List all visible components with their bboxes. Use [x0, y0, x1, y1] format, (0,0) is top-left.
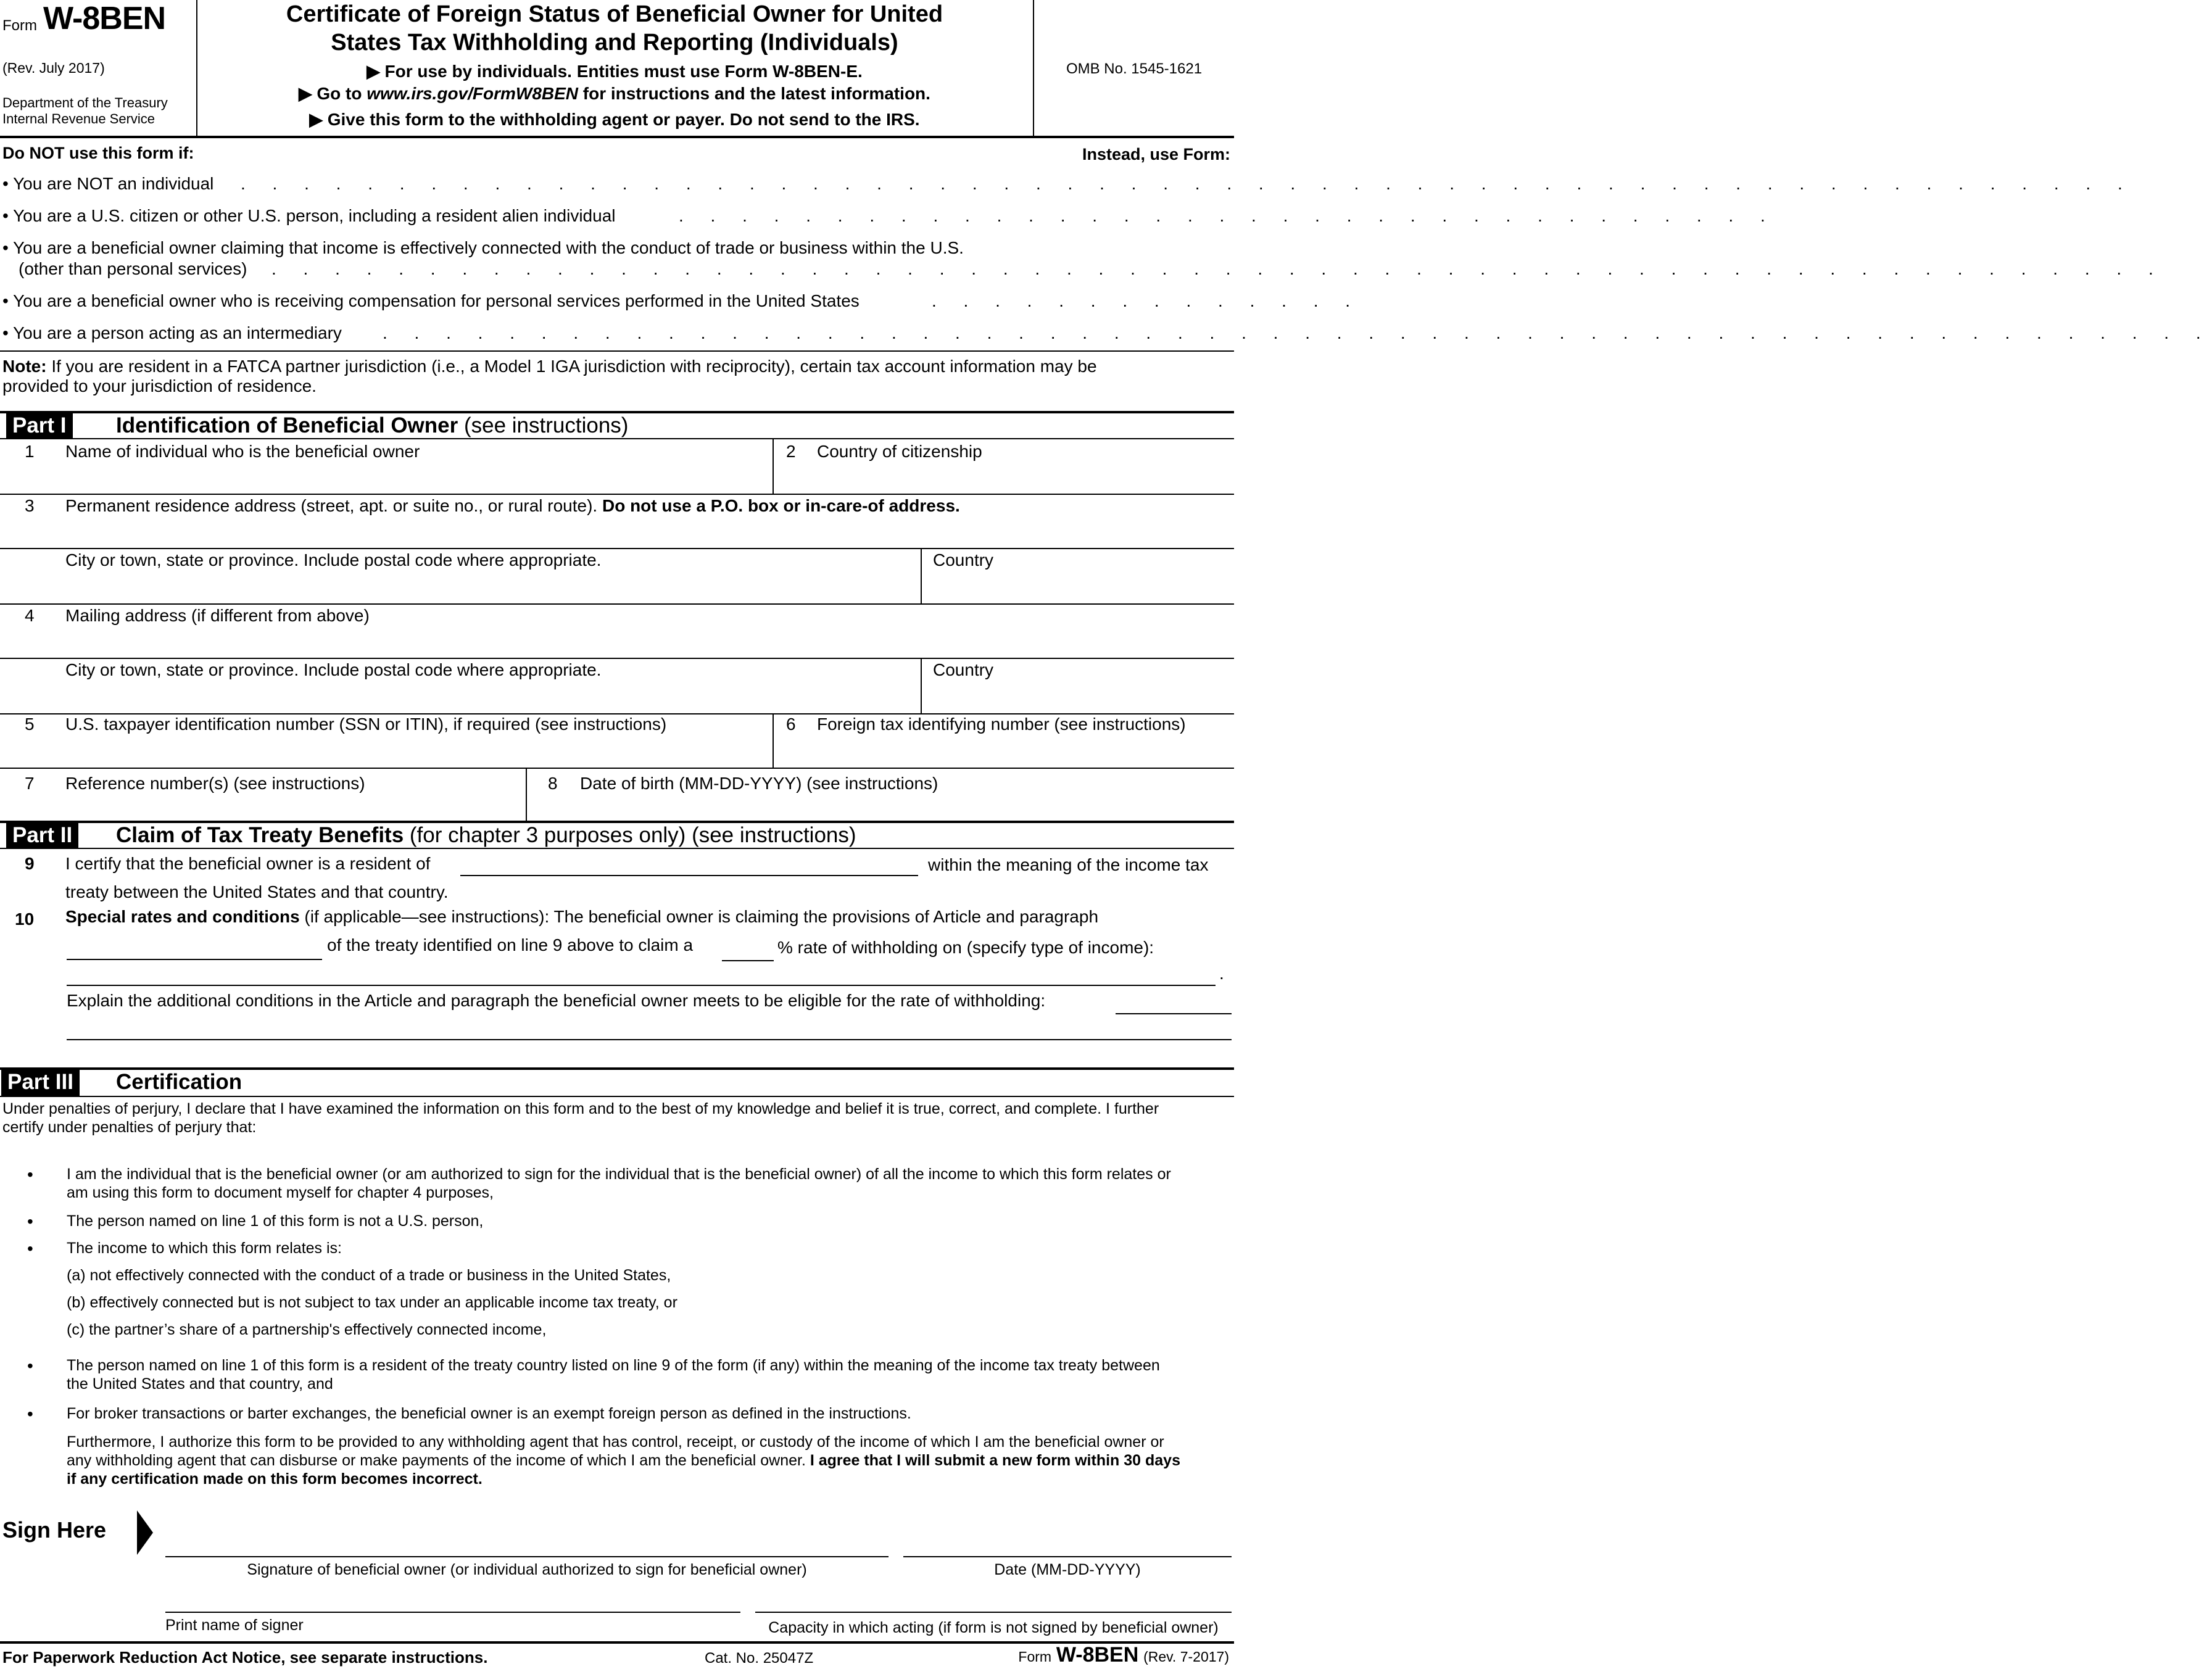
- field2-number: 2: [786, 442, 796, 461]
- list-item: • You are a beneficial owner claiming that income is effectively connected with the conduct of trade or business within the U.S.: [2, 238, 964, 257]
- sign-here-arrow-icon: [137, 1510, 153, 1555]
- part2-title: Claim of Tax Treaty Benefits (for chapter 3 purposes only) (see instructions): [116, 823, 856, 847]
- field5-label: U.S. taxpayer identification number (SSN or ITIN), if required (see instructions): [65, 714, 667, 734]
- cert-item-2: The person named on line 1 of this form is not a U.S. person,: [67, 1212, 484, 1230]
- bullet-icon: •: [27, 1239, 33, 1258]
- form-number: W-8BEN: [43, 1, 166, 36]
- form-title-line1: Certificate of Foreign Status of Beneficial Owner for United: [286, 1, 943, 27]
- line10-text-a: Special rates and conditions (if applicable—see instructions): The beneficial owner is claiming the provisions of Article and paragraph: [65, 907, 1099, 926]
- cert-item-3c: (c) the partner’s share of a partnership's effectively connected income,: [67, 1321, 547, 1338]
- dot-leader: . . . . . . . . . . . . . .: [932, 291, 1362, 310]
- city-label: City or town, state or province. Include postal code where appropriate.: [65, 660, 602, 679]
- mailing-city-input[interactable]: [64, 684, 916, 711]
- fatca-note: Note: If you are resident in a FATCA partner jurisdiction (i.e., a Model 1 IGA jurisdiction with reciprocity), certain tax account information may be: [2, 357, 1097, 376]
- do-not-use-heading: Do NOT use this form if:: [2, 144, 194, 162]
- field7-label: Reference number(s) (see instructions): [65, 774, 365, 793]
- print-name-input[interactable]: [165, 1583, 740, 1613]
- dot-leader: . . . . . . . . . . . . . . . . . . . . . . . . . . . . . . . . . . . . . . . . . . . . . . . . . . . . . . . . . .: [383, 323, 2212, 342]
- field6-number: 6: [786, 714, 796, 734]
- capacity-label: Capacity in which acting (if form is not signed by beneficial owner): [768, 1619, 1219, 1636]
- country-label: Country: [933, 550, 994, 569]
- country-label: Country: [933, 660, 994, 679]
- field2-label: Country of citizenship: [817, 442, 982, 461]
- revision-date: (Rev. July 2017): [2, 60, 105, 76]
- field6-label: Foreign tax identifying number (see instructions): [817, 714, 1186, 734]
- mailing-address-input[interactable]: [64, 629, 1224, 656]
- line9-text-b: within the meaning of the income tax: [928, 855, 1209, 874]
- signature-label: Signature of beneficial owner (or individual authorized to sign for beneficial owner): [247, 1561, 807, 1578]
- department-label: Department of the Treasury: [2, 95, 168, 110]
- explain-conditions-input-a[interactable]: [1116, 990, 1232, 1014]
- row4-rule: [0, 658, 1234, 659]
- field1-number: 1: [25, 442, 35, 461]
- irs-label: Internal Revenue Service: [2, 111, 155, 126]
- furthermore-text: Furthermore, I authorize this form to be provided to any withholding agent that has control, receipt, or custody of the income of which I am the beneficial owner or any withholding agent that can disburse or make payments of the income of which I am the beneficial owner. I agree that I will submit a new form within 30 days if any certification made on this form becomes incorrect.: [67, 1433, 1180, 1488]
- list-item: • You are a person acting as an intermediary: [2, 323, 342, 342]
- article-paragraph-input[interactable]: [67, 935, 322, 960]
- list-bottom-rule: [0, 350, 1234, 352]
- row3-rule: [0, 548, 1234, 549]
- permanent-city-input[interactable]: [64, 574, 916, 601]
- line10-text-b: of the treaty identified on line 9 above to claim a: [327, 935, 694, 955]
- print-name-label: Print name of signer: [165, 1617, 304, 1634]
- income-type-period: .: [1219, 964, 1224, 983]
- explain-conditions-input-b[interactable]: [67, 1016, 1232, 1040]
- beneficial-owner-name-input[interactable]: [64, 464, 768, 491]
- arrow-right-icon: ▶: [309, 110, 323, 129]
- form-word: Form: [2, 17, 37, 34]
- part2-tag: Part II: [6, 822, 78, 849]
- permanent-country-input[interactable]: [927, 574, 1229, 601]
- field1-label: Name of individual who is the beneficial owner: [65, 442, 420, 461]
- dot-leader: . . . . . . . . . . . . . . . . . . . . . . . . . . . . . . . . . . . . . . . . . . . . . . . . . . . . . . . . . . . .: [271, 259, 2164, 278]
- catalog-number: Cat. No. 25047Z: [705, 1650, 814, 1667]
- cert-item-1: I am the individual that is the beneficial owner (or am authorized to sign for the individual that is the beneficial owner) of all the income to which this form relates or am using this form to document myself for chapter 4 purposes,: [67, 1166, 1171, 1201]
- field3-label: Permanent residence address (street, apt. or suite no., or rural route). Do not use a P.O. box or in-care-of address.: [65, 496, 960, 515]
- form-header: [0, 0, 1234, 137]
- paperwork-notice: For Paperwork Reduction Act Notice, see separate instructions.: [2, 1648, 488, 1667]
- row5-rule: [0, 768, 1234, 769]
- field8-number: 8: [548, 774, 558, 793]
- certification-intro: Under penalties of perjury, I declare that I have examined the information on this form and to the best of my knowledge and belief it is true, correct, and complete. I further certify under penalties of perjury that:: [2, 1100, 1159, 1136]
- list-item: • You are a U.S. citizen or other U.S. person, including a resident alien individual: [2, 206, 616, 225]
- withholding-rate-input[interactable]: [722, 937, 774, 961]
- bullet-icon: •: [27, 1165, 33, 1184]
- field1-field2-divider: [773, 438, 774, 494]
- us-tin-input[interactable]: [64, 739, 768, 766]
- mailing-country-input[interactable]: [927, 684, 1229, 711]
- part3-tag: Part III: [1, 1069, 80, 1096]
- bullet-icon: •: [27, 1212, 33, 1231]
- footer-top-rule: [0, 1641, 1234, 1644]
- treaty-country-input[interactable]: [460, 851, 918, 876]
- field5-field6-divider: [773, 713, 774, 768]
- footer-form-label: Form W-8BEN (Rev. 7-2017): [1018, 1643, 1229, 1667]
- field5-number: 5: [25, 714, 35, 734]
- country-of-citizenship-input[interactable]: [779, 464, 1229, 491]
- footer-form-number: W-8BEN: [1056, 1643, 1139, 1667]
- reference-number-input[interactable]: [64, 796, 521, 818]
- irs-url-link[interactable]: www.irs.gov/FormW8BEN: [367, 84, 579, 103]
- cert-item-4: The person named on line 1 of this form is a resident of the treaty country listed on line 9 of the form (if any) within the meaning of the income tax treaty between the United States and that country, and: [67, 1357, 1160, 1393]
- instead-use-heading: Instead, use Form:: [1082, 145, 1230, 164]
- bullet-icon: •: [27, 1356, 33, 1375]
- list-item: • You are NOT an individual: [2, 174, 214, 193]
- arrow-right-icon: ▶: [299, 84, 312, 103]
- date-of-birth-input[interactable]: [532, 796, 1229, 818]
- date-label: Date (MM-DD-YYYY): [994, 1561, 1141, 1578]
- mailing-city-country-divider: [921, 658, 922, 713]
- line9-number: 9: [25, 854, 35, 873]
- permanent-address-input[interactable]: [64, 520, 1224, 547]
- row3-city-rule: [0, 603, 1234, 605]
- field3-number: 3: [25, 496, 35, 515]
- part3-title-rule: [0, 1096, 1234, 1097]
- field4-label: Mailing address (if different from above): [65, 606, 370, 625]
- form-title-line2: States Tax Withholding and Reporting (Individuals): [331, 30, 898, 56]
- field4-number: 4: [25, 606, 35, 625]
- instruction-goto: ▶ Go to www.irs.gov/FormW8BEN for instructions and the latest information.: [299, 84, 930, 103]
- part2-title-rule: [0, 848, 1234, 849]
- cert-item-3: The income to which this form relates is:: [67, 1240, 342, 1257]
- city-label: City or town, state or province. Include postal code where appropriate.: [65, 550, 602, 569]
- line10-text-c: % rate of withholding on (specify type of income):: [777, 938, 1154, 957]
- cert-item-3a: (a) not effectively connected with the conduct of a trade or business in the United States,: [67, 1267, 671, 1284]
- explain-label: Explain the additional conditions in the Article and paragraph the beneficial owner meets to be eligible for the rate of withholding:: [67, 991, 1046, 1010]
- part1-title: Identification of Beneficial Owner (see instructions): [116, 413, 629, 437]
- line9-text-c: treaty between the United States and that country.: [65, 882, 449, 901]
- instruction-entities: ▶ For use by individuals. Entities must use Form W-8BEN-E.: [367, 62, 863, 81]
- field7-number: 7: [25, 774, 35, 793]
- dot-leader: . . . . . . . . . . . . . . . . . . . . . . . . . . . . . . . . . . . . . . . . . . . . . . . . . . . . . . . . . . . .: [241, 174, 2134, 193]
- line9-text-a: I certify that the beneficial owner is a resident of: [65, 854, 431, 873]
- header-bottom-rule: [0, 136, 1234, 138]
- signature-input[interactable]: [165, 1528, 889, 1557]
- line10-number: 10: [15, 909, 35, 929]
- instruction-give: ▶ Give this form to the withholding agent or payer. Do not send to the IRS.: [309, 110, 920, 129]
- field7-field8-divider: [526, 768, 527, 822]
- income-type-input[interactable]: [67, 961, 1216, 986]
- fatca-note-cont: provided to your jurisdiction of residence.: [2, 376, 317, 396]
- part3-title: Certification: [116, 1070, 242, 1094]
- field8-label: Date of birth (MM-DD-YYYY) (see instructions): [580, 774, 938, 793]
- row1-rule: [0, 494, 1234, 495]
- cert-item-5: For broker transactions or barter exchanges, the beneficial owner is an exempt foreign person as defined in the instructions.: [67, 1405, 911, 1422]
- bullet-icon: •: [27, 1404, 33, 1423]
- part1-tag: Part I: [6, 412, 73, 439]
- cert-item-3b: (b) effectively connected but is not subject to tax under an applicable income tax treaty, or: [67, 1294, 677, 1311]
- foreign-tin-input[interactable]: [779, 739, 1229, 766]
- capacity-input[interactable]: [755, 1583, 1232, 1613]
- list-item-cont: (other than personal services): [19, 259, 247, 278]
- arrow-right-icon: ▶: [367, 62, 380, 81]
- part1-title-rule: [0, 438, 1234, 439]
- city-country-divider: [921, 548, 922, 603]
- signature-date-input[interactable]: [903, 1528, 1232, 1557]
- dot-leader: . . . . . . . . . . . . . . . . . . . . . . . . . . . . . . . . . . .: [679, 206, 1776, 225]
- omb-number: OMB No. 1545-1621: [1066, 60, 1203, 77]
- sign-here-label: Sign Here: [2, 1517, 107, 1543]
- list-item: • You are a beneficial owner who is receiving compensation for personal services performed in the United States: [2, 291, 860, 310]
